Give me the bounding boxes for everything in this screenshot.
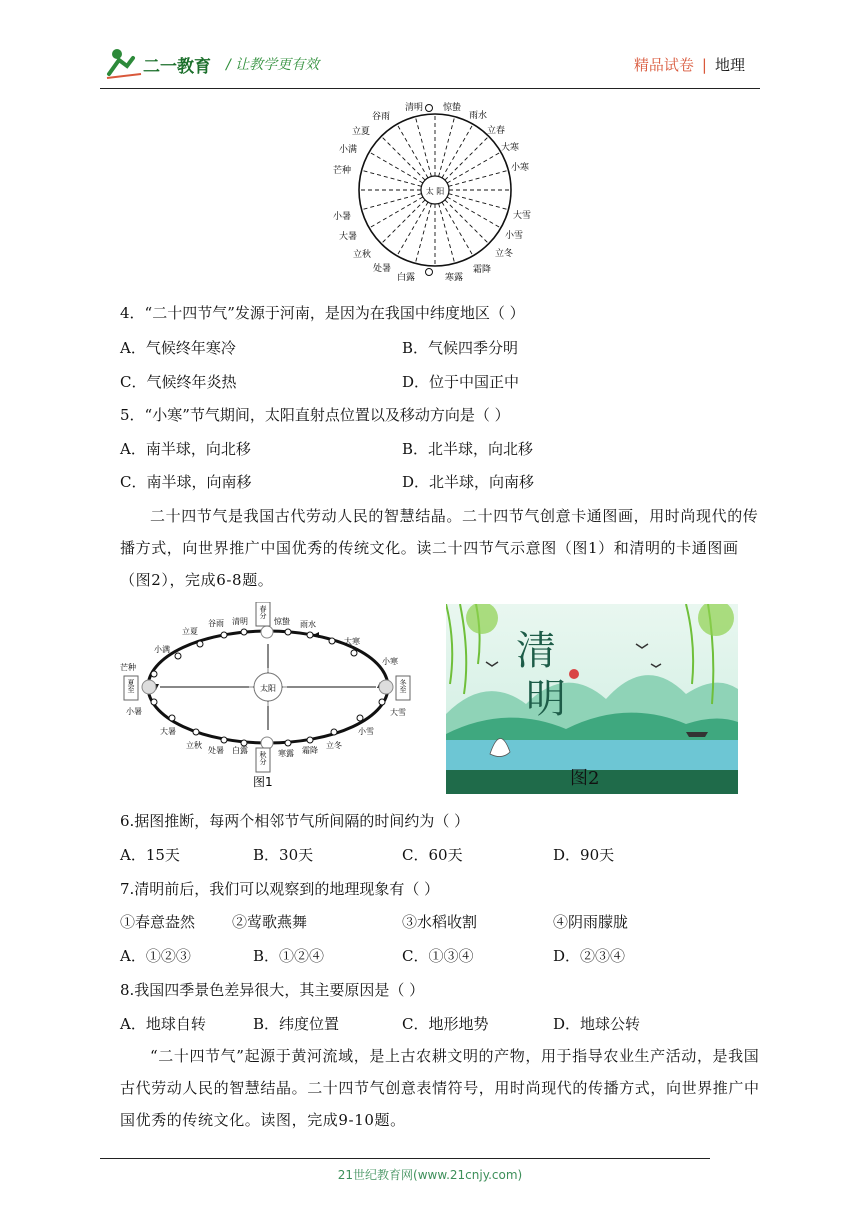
term-qingming: 清明 (405, 103, 424, 113)
question-7-option-c[interactable]: C．①③④ (402, 947, 474, 965)
svg-text:小寒: 小寒 (511, 163, 530, 173)
figure-2-title-char-2: 明 (526, 676, 566, 722)
svg-text:小暑: 小暑 (333, 212, 352, 222)
svg-text:处暑: 处暑 (208, 746, 224, 755)
question-7-item-1: ①春意盎然 (120, 913, 196, 931)
svg-text:寒露: 寒露 (278, 749, 294, 758)
svg-text:立春: 立春 (487, 126, 506, 136)
svg-text:立秋: 立秋 (353, 250, 372, 260)
footer-divider (100, 1158, 710, 1159)
figure-1 (120, 602, 420, 792)
question-6-option-d[interactable]: D．90天 (553, 846, 615, 864)
svg-text:惊蛰: 惊蛰 (443, 103, 462, 113)
svg-text:秋分: 秋分 (259, 751, 267, 765)
svg-text:芒种: 芒种 (120, 663, 136, 672)
svg-text:惊蛰: 惊蛰 (274, 617, 290, 626)
svg-text:大暑: 大暑 (339, 232, 358, 242)
question-6-stem: 6.据图推断，每两个相邻节气所间隔的时间约为（ ） (120, 812, 470, 830)
question-6-option-a[interactable]: A．15天 (120, 846, 180, 864)
svg-text:小满: 小满 (154, 645, 170, 654)
question-7-option-d[interactable]: D．②③④ (553, 947, 626, 965)
figure-1-caption: 图1 (253, 775, 273, 789)
svg-text:白露: 白露 (232, 746, 248, 755)
svg-text:处暑: 处暑 (373, 264, 392, 274)
header-tag: 精品试卷 (633, 56, 694, 74)
question-7-item-2: ②莺歌燕舞 (232, 913, 308, 931)
svg-text:大暑: 大暑 (160, 727, 176, 736)
question-4-option-b[interactable]: B．气候四季分明 (402, 339, 519, 357)
svg-text:立夏: 立夏 (352, 127, 371, 137)
svg-text:小满: 小满 (339, 145, 358, 155)
svg-text:立冬: 立冬 (326, 741, 342, 750)
svg-text:霜降: 霜降 (473, 265, 492, 275)
question-4-option-c[interactable]: C．气候终年炎热 (120, 373, 237, 391)
header-subject: 地理 (714, 56, 745, 74)
svg-text:谷雨: 谷雨 (372, 112, 391, 122)
question-8-stem: 8.我国四季景色差异很大，其主要原因是（ ） (120, 981, 425, 999)
svg-text:霜降: 霜降 (302, 746, 318, 755)
svg-text:小雪: 小雪 (505, 231, 524, 241)
svg-text:芒种: 芒种 (333, 166, 352, 176)
question-7-option-b[interactable]: B．①②④ (253, 947, 325, 965)
svg-text:立秋: 立秋 (186, 741, 202, 750)
footer-text[interactable]: 21世纪教育网(www.21cnjy.com) (337, 1168, 523, 1182)
intro-paragraph-6-8: 二十四节气是我国古代劳动人民的智慧结晶。二十四节气创意卡通图画，用时尚现代的传播方式，向世界推广中国优秀的传统文化。读二十四节气示意图（图1）和清明的卡通图画（图2），完成6-8题。 (120, 507, 759, 589)
question-8-option-a[interactable]: A．地球自转 (120, 1015, 206, 1033)
question-4-option-a[interactable]: A．气候终年寒冷 (120, 339, 236, 357)
solar-terms-circle-figure (325, 96, 545, 284)
question-6-option-c[interactable]: C．60天 (402, 846, 463, 864)
svg-text:立夏: 立夏 (182, 627, 198, 636)
svg-text:大雪: 大雪 (390, 708, 406, 717)
svg-text:大寒: 大寒 (501, 143, 520, 153)
question-5-option-b[interactable]: B．北半球，向北移 (402, 440, 534, 458)
question-5-option-a[interactable]: A．南半球，向北移 (120, 440, 251, 458)
logo (103, 44, 223, 84)
header-divider (100, 88, 760, 89)
intro-paragraph-9-10: “二十四节气”起源于黄河流域，是上古农耕文明的产物，用于指导农业生产活动，是我国古代劳动人民的智慧结晶。二十四节气创意表情符号，用时尚现代的传播方式，向世界推广中国优秀的传统文化。读图，完成9-10题。 (120, 1047, 760, 1129)
svg-text:冬至: 冬至 (399, 679, 407, 693)
question-5-stem: 5．“小寒”节气期间，太阳直射点位置以及移动方向是（ ） (120, 406, 510, 424)
question-4-option-d[interactable]: D．位于中国正中 (402, 373, 520, 391)
svg-text:清明: 清明 (232, 617, 248, 626)
question-4-stem: 4．“二十四节气”发源于河南，是因为在我国中纬度地区（ ） (120, 304, 525, 322)
question-6-option-b[interactable]: B．30天 (253, 846, 314, 864)
question-5-option-c[interactable]: C．南半球，向南移 (120, 473, 252, 491)
svg-text:小暑: 小暑 (126, 707, 142, 716)
svg-text:雨水: 雨水 (469, 111, 488, 121)
question-8-option-c[interactable]: C．地形地势 (402, 1015, 489, 1033)
svg-text:白露: 白露 (397, 273, 416, 283)
figure-2 (446, 604, 738, 794)
question-7-item-4: ④阴雨朦胧 (553, 913, 629, 931)
logo-text: 二一教育 (143, 57, 211, 77)
svg-text:立冬: 立冬 (495, 249, 514, 259)
svg-text:春分: 春分 (259, 605, 267, 619)
question-5-option-d[interactable]: D．北半球，向南移 (402, 473, 535, 491)
svg-text:谷雨: 谷雨 (208, 619, 224, 628)
header-right: 精品试卷 | 地理 (633, 56, 745, 74)
svg-text:小雪: 小雪 (358, 727, 374, 736)
header-slogan: / 让教学更有效 (226, 57, 320, 73)
svg-text:大寒: 大寒 (344, 637, 360, 646)
sun-label: 太 阳 (425, 187, 445, 196)
figure-2-title-char-1: 清 (516, 628, 556, 674)
question-8-option-d[interactable]: D．地球公转 (553, 1015, 641, 1033)
svg-text:寒露: 寒露 (445, 273, 464, 283)
svg-text:夏至: 夏至 (127, 679, 135, 693)
question-7-option-a[interactable]: A．①②③ (120, 947, 191, 965)
svg-text:太阳: 太阳 (260, 684, 276, 693)
svg-text:大雪: 大雪 (513, 211, 532, 221)
question-7-stem: 7.清明前后，我们可以观察到的地理现象有（ ） (120, 880, 440, 898)
question-8-option-b[interactable]: B．纬度位置 (253, 1015, 340, 1033)
svg-text:雨水: 雨水 (300, 620, 316, 629)
svg-text:小寒: 小寒 (382, 657, 398, 666)
question-7-item-3: ③水稻收割 (402, 913, 478, 931)
figure-2-caption: 图2 (570, 768, 600, 789)
